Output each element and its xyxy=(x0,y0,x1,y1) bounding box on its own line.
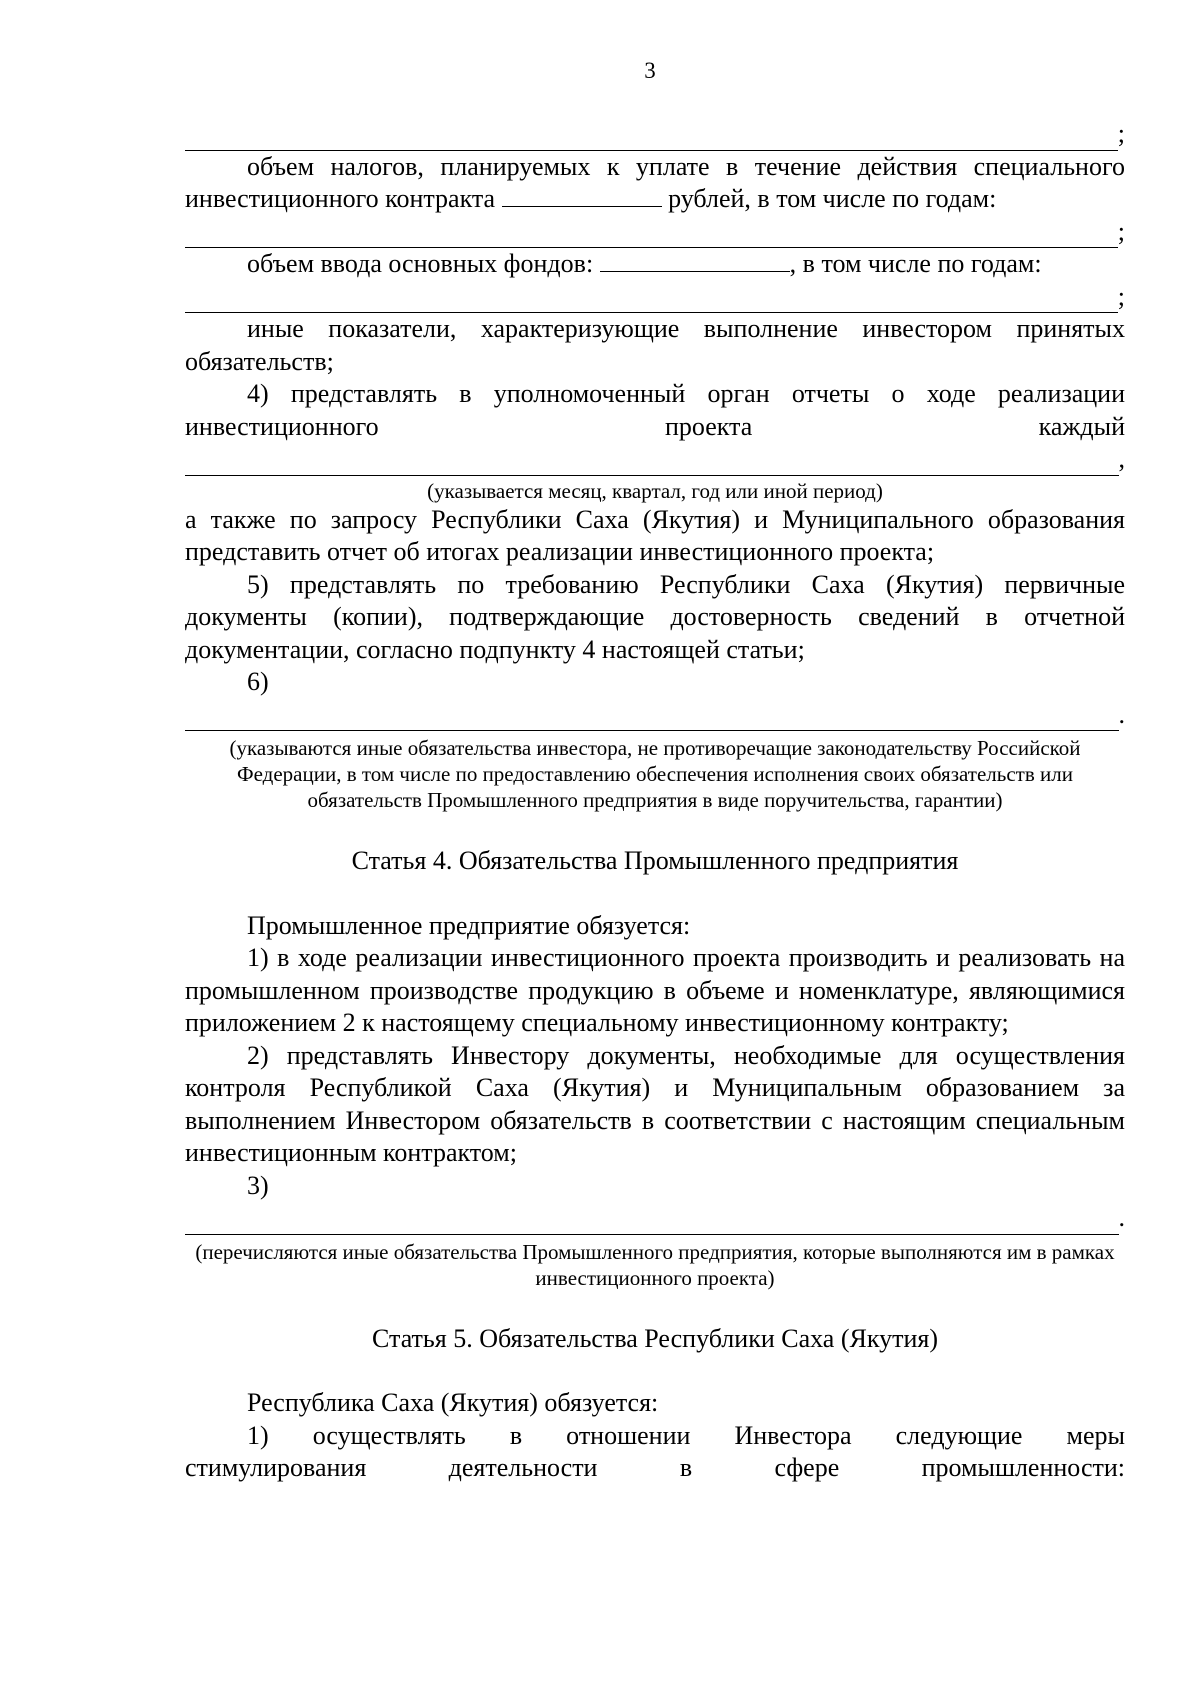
line-punct: , xyxy=(1118,444,1125,473)
item4-line2: инвестиционного проекта каждый xyxy=(185,411,1125,441)
item6-label: 6) xyxy=(247,667,269,696)
blank-line xyxy=(185,699,1125,732)
taxes-text: объем налогов, планируемых к уплате в течение действия специального инвестиционного контракта xyxy=(185,151,1125,213)
article5-intro: Республика Саха (Якутия) обязуется: xyxy=(247,1388,659,1417)
article5-heading: Статья 5. Обязательства Республики Саха (Якутия) xyxy=(372,1323,938,1353)
spacer xyxy=(185,1355,1125,1387)
item4-line1: 4) представлять в уполномоченный орган отчеты о ходе реализации xyxy=(247,379,1125,408)
other-indicators-paragraph: иные показатели, характеризующие выполнение инвестором принятых обязательств; xyxy=(185,314,1125,376)
blank-underline xyxy=(185,1210,1119,1235)
spacer xyxy=(185,813,1125,845)
blank-underline xyxy=(185,223,1118,248)
line-punct: . xyxy=(1118,1203,1125,1232)
taxes-after-text: рублей, в том числе по годам: xyxy=(668,184,997,213)
taxes-amount-blank xyxy=(502,184,662,207)
blank-underline xyxy=(185,706,1119,731)
spacer xyxy=(185,1291,1125,1323)
period-hint: (указывается месяц, квартал, год или иной период) xyxy=(427,478,883,503)
blank-underline xyxy=(185,288,1118,313)
line-punct: ; xyxy=(1117,216,1125,246)
investor-obligations-hint: (указываются иные обязательства инвестора, не противоречащие законодательству Российской Федерации, в том числе по предоставлению обеспечения исполнения своих обязательств или обязательств Промышленного предприятия в виде поручительства, гарантии) xyxy=(229,736,1081,812)
taxes-paragraph xyxy=(185,151,1125,216)
article4-item3-label: 3) xyxy=(247,1170,269,1200)
article4-heading: Статья 4. Обязательства Промышленного предприятия xyxy=(351,846,959,875)
blank-line xyxy=(185,1202,1125,1235)
enterprise-obligations-hint: (перечисляются иные обязательства Промышленного предприятия, которые выполняются им в рамках инвестиционного проекта) xyxy=(195,1239,1115,1290)
article5-item1-line2: стимулирования деятельности в сфере промышленности: xyxy=(185,1453,1125,1482)
funds-after-text: , в том числе по годам: xyxy=(789,249,1042,278)
blank-line xyxy=(185,281,1125,314)
blank-line xyxy=(185,118,1125,151)
spacer xyxy=(185,878,1125,910)
page-number: 3 xyxy=(644,58,656,83)
blank-underline xyxy=(185,451,1119,476)
blank-line xyxy=(185,216,1125,249)
article4-intro: Промышленное предприятие обязуется: xyxy=(247,910,691,940)
funds-before-text: объем ввода основных фондов: xyxy=(247,249,594,278)
article5-item1-line1: 1) осуществлять в отношении Инвестора следующие меры xyxy=(247,1420,1125,1450)
line-punct: ; xyxy=(1117,281,1125,311)
article4-item1: 1) в ходе реализации инвестиционного проекта производить и реализовать на промышленном производстве продукцию в объеме и номенклатуре, являющимися приложением 2 к настоящему специальному инвестиционному контракту; xyxy=(185,943,1125,1037)
blank-line xyxy=(185,443,1125,476)
article4-item2: 2) представлять Инвестору документы, необходимые для осуществления контроля Республикой Саха (Якутия) и Муниципальным образованием за выполнением Инвестором обязательств в соответствии с настоящим специальным инвестиционным контрактом; xyxy=(185,1040,1125,1167)
page-content xyxy=(185,118,1125,1485)
line-punct: ; xyxy=(1117,119,1125,148)
item5-paragraph: 5) представлять по требованию Республики Саха (Якутия) первичные документы (копии), подтверждающие достоверность сведений в отчетной документации, согласно подпункту 4 настоящей статьи; xyxy=(185,569,1125,664)
funds-paragraph xyxy=(185,248,1125,281)
line-punct: . xyxy=(1118,699,1125,729)
funds-amount-blank xyxy=(600,249,790,272)
blank-underline xyxy=(185,126,1118,151)
item4-continuation: а также по запросу Республики Саха (Якутия) и Муниципального образования представить отчет об итогах реализации инвестиционного проекта; xyxy=(185,504,1125,566)
